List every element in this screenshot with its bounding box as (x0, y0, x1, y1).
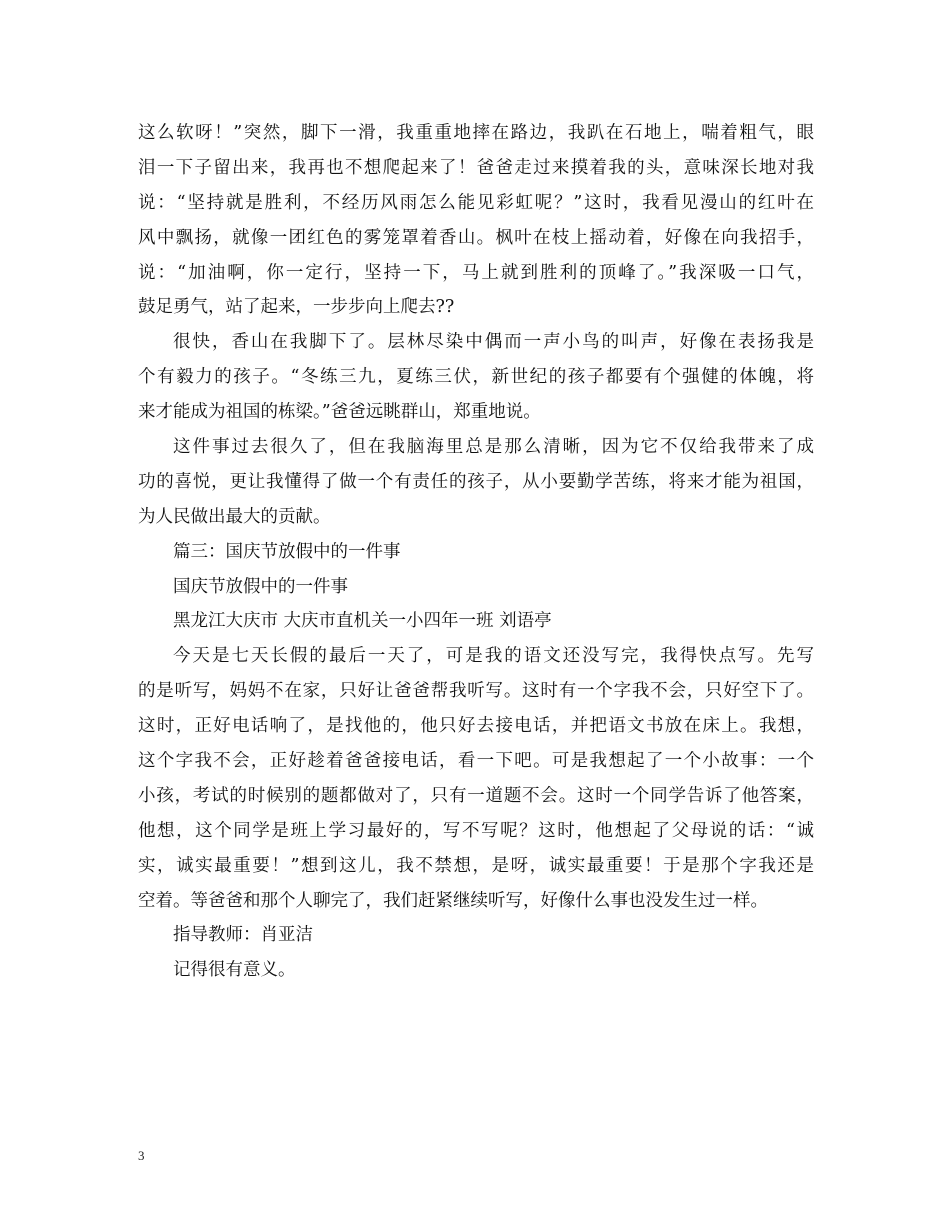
text-line: 说：“坚持就是胜利，不经历风雨怎么能见彩虹呢？”这时，我看见漫山的红叶在 (138, 192, 814, 213)
text-line: 这个字我不会，正好趁着爸爸接电话，看一下吧。可是我想起了一个小故事：一个 (138, 751, 814, 772)
text-line: 来才能成为祖国的栋梁。”爸爸远眺群山，郑重地说。 (138, 402, 541, 423)
section-heading: 篇三：国庆节放假中的一件事 (173, 541, 401, 562)
paragraph-start-line: 今天是七天长假的最后一天了，可是我的语文还没写完，我得快点写。先写 (173, 646, 814, 667)
text-line: 这时，正好电话响了，是找他的，他只好去接电话，并把语文书放在床上。我想， (138, 716, 814, 737)
teacher-line: 指导教师：肖亚洁 (173, 925, 313, 946)
paragraph-start-line: 这件事过去很久了，但在我脑海里总是那么清晰，因为它不仅给我带来了成 (173, 437, 814, 458)
text-line: 风中飘扬，就像一团红色的雾笼罩着香山。枫叶在枝上摇动着，好像在向我招手， (138, 227, 814, 248)
author-line: 黑龙江大庆市 大庆市直机关一小四年一班 刘语亭 (173, 611, 552, 632)
text-line: 说：“加油啊，你一定行，坚持一下，马上就到胜利的顶峰了。”我深吸一口气， (138, 262, 814, 283)
text-line: 这么软呀！”突然，脚下一滑，我重重地摔在路边，我趴在石地上，喘着粗气，眼 (138, 123, 814, 143)
paragraph-start-line: 很快，香山在我脚下了。层林尽染中偶而一声小鸟的叫声，好像在表扬我是 (173, 332, 814, 353)
text-line: 小孩，考试的时候别的题都做对了，只有一道题不会。这时一个同学告诉了他答案， (138, 785, 814, 806)
body-text (138, 116, 814, 988)
text-line: 实，诚实最重要！”想到这儿，我不禁想，是呀，诚实最重要！于是那个字我还是 (138, 855, 814, 876)
text-line: 个有毅力的孩子。“冬练三九，夏练三伏，新世纪的孩子都要有个强健的体魄，将 (138, 367, 814, 388)
text-line: 鼓足勇气，站了起来，一步步向上爬去?? (138, 297, 455, 318)
text-line: 为人民做出最大的贡献。 (138, 506, 331, 527)
text-line: 他想，这个同学是班上学习最好的，写不写呢？这时，他想起了父母说的话：“诚 (138, 820, 814, 841)
text-line: 空着。等爸爸和那个人聊完了，我们赶紧继续听写，好像什么事也没发生过一样。 (138, 890, 768, 911)
text-line: 功的喜悦，更让我懂得了做一个有责任的孩子，从小要勤学苦练，将来才能为祖国， (138, 471, 814, 492)
text-line: 的是听写，妈妈不在家，只好让爸爸帮我听写。这时有一个字我不会，只好空下了。 (138, 681, 814, 702)
text-line: 泪一下子留出来，我再也不想爬起来了！爸爸走过来摸着我的头，意味深长地对我 (138, 157, 814, 178)
page-number: 3 (138, 1148, 145, 1163)
closing-line: 记得很有意义。 (173, 960, 296, 981)
article-title: 国庆节放假中的一件事 (173, 576, 348, 597)
